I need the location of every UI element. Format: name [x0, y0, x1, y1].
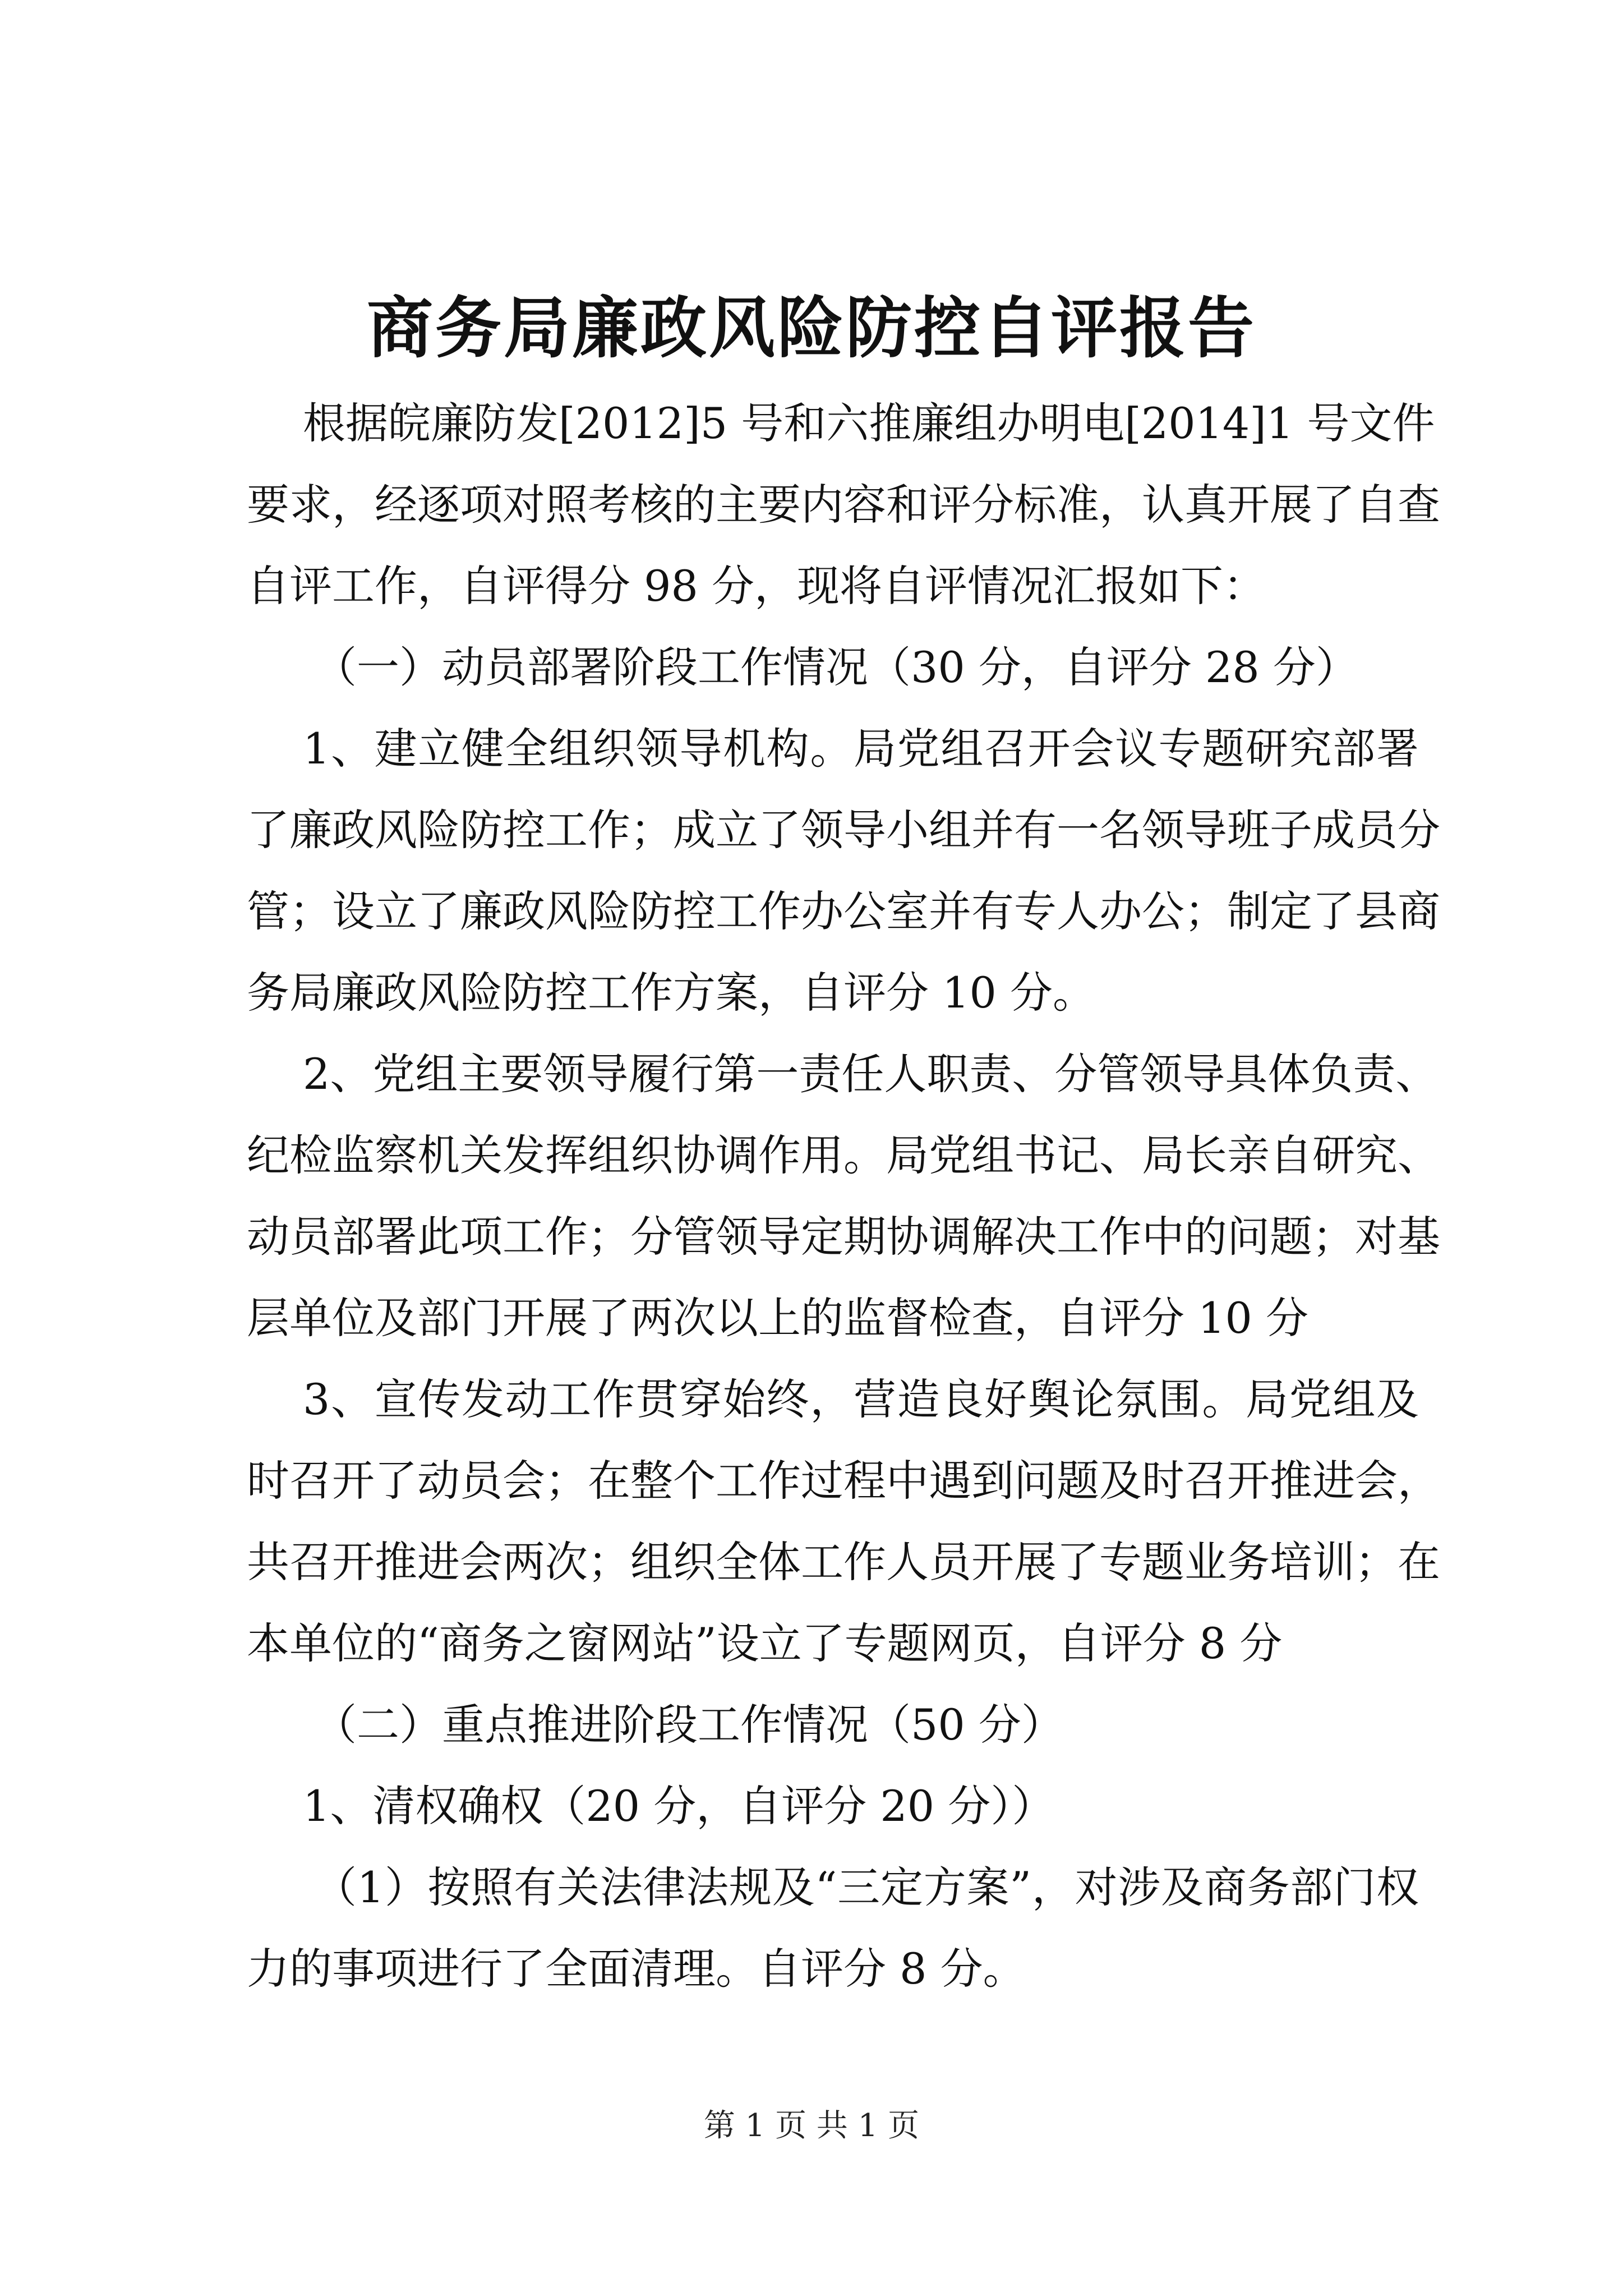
paragraph-line: 要求，经逐项对照考核的主要内容和评分标准，认真开展了自查: [247, 480, 1440, 530]
paragraph-line: 本单位的“商务之窗网站”设立了专题网页，自评分 8 分: [247, 1618, 1283, 1668]
paragraph-line: 自评工作，自评得分 98 分，现将自评情况汇报如下：: [247, 561, 1266, 611]
section-heading: （二）重点推进阶段工作情况（50 分）: [314, 1700, 1064, 1750]
paragraph-line: 2、党组主要领导履行第一责任人职责、分管领导具体负责、: [303, 1049, 1438, 1099]
paragraph-line: 管；设立了廉政风险防控工作办公室并有专人办公；制定了县商: [247, 886, 1440, 936]
paragraph-line: 根据皖廉防发[2012]5 号和六推廉组办明电[2014]1 号文件: [303, 398, 1435, 448]
subsection-heading: 1、清权确权（20 分，自评分 20 分））: [303, 1781, 1055, 1831]
section-heading: （一）动员部署阶段工作情况（30 分，自评分 28 分）: [314, 642, 1358, 692]
page-number: 第 1 页 共 1 页: [703, 2108, 920, 2144]
paragraph-line: （1）按照有关法律法规及“三定方案”，对涉及商务部门权: [314, 1862, 1419, 1912]
paragraph-line: 层单位及部门开展了两次以上的监督检查，自评分 10 分: [247, 1293, 1309, 1343]
document-title: 商务局廉政风险防控自评报告: [366, 289, 1256, 367]
paragraph-line: 纪检监察机关发挥组织协调作用。局党组书记、局长亲自研究、: [247, 1130, 1440, 1180]
paragraph-line: 务局廉政风险防控工作方案，自评分 10 分。: [247, 968, 1096, 1018]
paragraph-line: 1、建立健全组织领导机构。局党组召开会议专题研究部署: [303, 724, 1419, 774]
paragraph-line: 了廉政风险防控工作；成立了领导小组并有一名领导班子成员分: [247, 805, 1440, 855]
paragraph-line: 共召开推进会两次；组织全体工作人员开展了专题业务培训；在: [247, 1537, 1440, 1587]
paragraph-line: 动员部署此项工作；分管领导定期协调解决工作中的问题；对基: [247, 1212, 1440, 1262]
paragraph-line: 时召开了动员会；在整个工作过程中遇到问题及时召开推进会，: [247, 1456, 1440, 1506]
paragraph-line: 力的事项进行了全面清理。自评分 8 分。: [247, 1944, 1026, 1994]
paragraph-line: 3、宣传发动工作贯穿始终，营造良好舆论氛围。局党组及: [303, 1374, 1419, 1424]
